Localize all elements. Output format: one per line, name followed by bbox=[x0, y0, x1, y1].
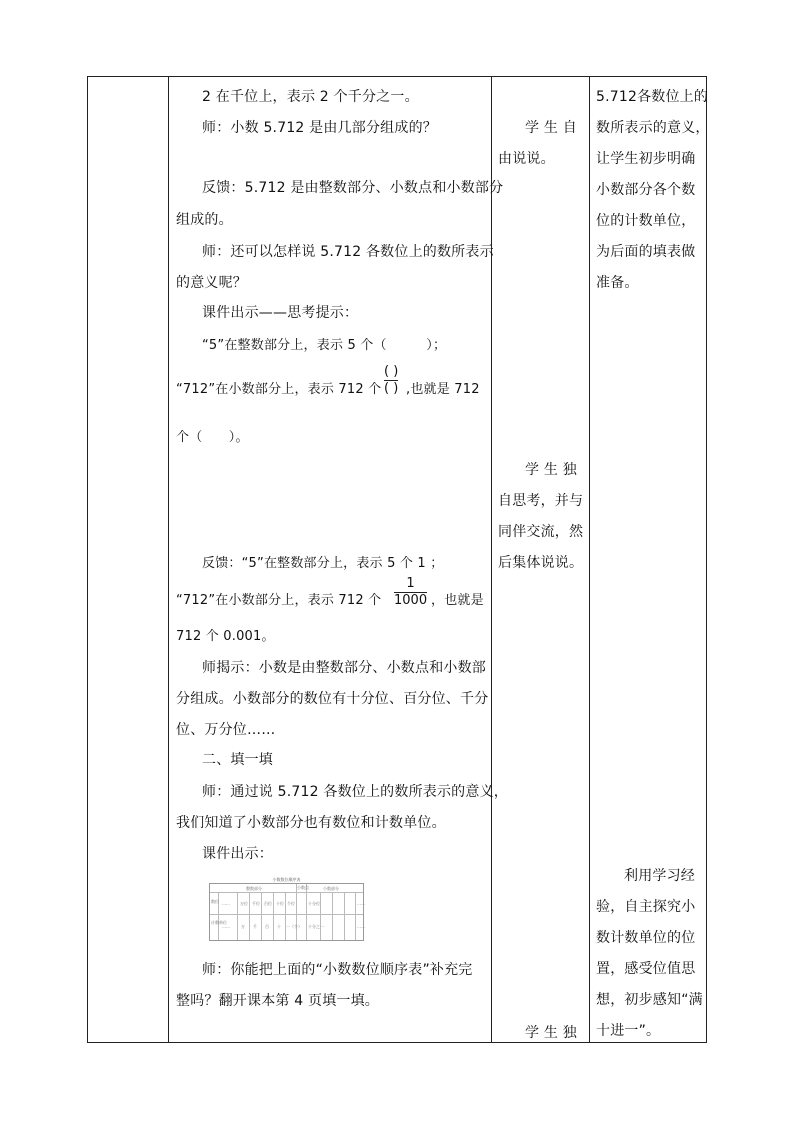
fraction-numerator: ( ) bbox=[384, 364, 399, 379]
text-line: 整吗？翻开课本第 4 页填一填。 bbox=[176, 993, 380, 1009]
mini-table-title: 小数数位顺序表 bbox=[272, 877, 301, 882]
text-line: “712”在小数部分上，表示 712 个 bbox=[176, 382, 382, 397]
text-line: “5”在整数部分上，表示 5 个（ ）； bbox=[202, 338, 447, 353]
text-line: 为后面的填表做 bbox=[596, 244, 696, 260]
mini-int-part: 整数部分 bbox=[246, 886, 262, 891]
text-line: 准备。 bbox=[596, 275, 639, 291]
grid-line bbox=[261, 892, 262, 940]
text-line: 让学生初步明确 bbox=[596, 151, 696, 167]
text-line: 利用学习经 bbox=[624, 868, 695, 884]
text-line: 我们知道了小数部分也有数位和计数单位。 bbox=[176, 815, 446, 831]
fraction-denominator: ( ) bbox=[384, 381, 399, 396]
mini-cell: …… bbox=[222, 924, 230, 929]
text-line: 置，感受位值思 bbox=[596, 961, 696, 977]
fraction-blank bbox=[384, 364, 398, 397]
grid-line bbox=[320, 892, 321, 940]
mini-cell: 百 bbox=[265, 924, 269, 929]
text-line: 反馈：5.712 是由整数部分、小数点和小数部分 bbox=[202, 180, 504, 196]
text-line: 分组成。小数部分的数位有十分位、百分位、千分 bbox=[176, 691, 489, 707]
text-line: 课件出示： bbox=[202, 846, 273, 862]
grid-line bbox=[210, 892, 363, 893]
text-line: 5.712各数位上的 bbox=[596, 89, 709, 105]
grid-line bbox=[344, 892, 345, 940]
text-line: 小数部分各个数 bbox=[596, 182, 696, 198]
mini-cell: 十 bbox=[277, 924, 281, 929]
mini-cell: 千 bbox=[253, 924, 257, 929]
text-line: ,也就是 712 bbox=[406, 382, 480, 397]
text-line: “712”在小数部分上，表示 712 个 bbox=[176, 593, 382, 608]
text-line: 十进一”。 bbox=[596, 1023, 661, 1039]
mini-cell: …… bbox=[357, 924, 365, 929]
mini-cell: 十位 bbox=[276, 901, 284, 906]
text-line: 位的计数单位， bbox=[596, 213, 696, 229]
text-line: ，也就是 bbox=[431, 593, 484, 608]
text-line: 个（ ）。 bbox=[176, 430, 249, 445]
text-line: 想，初步感知“满 bbox=[596, 992, 703, 1008]
mini-cell: 一（个） bbox=[286, 924, 302, 929]
text-line: 同伴交流，然 bbox=[498, 524, 584, 540]
text-line: 师揭示：小数是由整数部分、小数点和小数部 bbox=[202, 660, 486, 676]
mini-cell: 个位 bbox=[287, 901, 295, 906]
grid-line bbox=[306, 884, 307, 940]
text-line: 学 生 自 bbox=[525, 120, 577, 136]
grid-line bbox=[210, 914, 363, 915]
grid-line bbox=[355, 892, 356, 940]
mini-cell: 千位 bbox=[252, 901, 260, 906]
text-line: 验，自主探究小 bbox=[596, 899, 696, 915]
grid-line bbox=[285, 892, 286, 940]
text-line: 师：小数 5.712 是由几部分组成的？ bbox=[202, 120, 437, 136]
text-line: 师：你能把上面的“小数数位顺序表”补充完 bbox=[202, 962, 473, 978]
text-line: 师：通过说 5.712 各数位上的数所表示的意义， bbox=[202, 784, 508, 800]
mini-cell: …… bbox=[222, 901, 230, 906]
column-divider-3 bbox=[589, 76, 590, 1043]
column-divider-1 bbox=[168, 76, 169, 1043]
mini-dot: 小数点 bbox=[297, 885, 309, 890]
grid-line bbox=[249, 892, 250, 940]
mini-cell: 万位 bbox=[240, 901, 248, 906]
text-line: 数所表示的意义， bbox=[596, 120, 710, 136]
mini-dec-part: 小数部分 bbox=[323, 886, 339, 891]
text-line: 712 个 0.001。 bbox=[176, 629, 275, 644]
text-line: 由说说。 bbox=[498, 151, 555, 167]
text-line: 数计数单位的位 bbox=[596, 930, 696, 946]
grid-line bbox=[273, 892, 274, 940]
text-line: 反馈：“5”在整数部分上，表示 5 个 1 ； bbox=[202, 556, 444, 571]
mini-cell: …… bbox=[357, 901, 365, 906]
text-line: 课件出示——思考提示： bbox=[202, 305, 359, 321]
fraction-numerator: 1 bbox=[406, 576, 415, 591]
grid-line bbox=[237, 892, 238, 940]
decimal-place-value-table bbox=[209, 877, 364, 941]
text-line: 2 在千位上，表示 2 个千分之一。 bbox=[202, 89, 419, 105]
text-line: 师：还可以怎样说 5.712 各数位上的数所表示 bbox=[202, 244, 494, 260]
text-line: 自思考，并与 bbox=[498, 493, 584, 509]
section-heading: 二、填一填 bbox=[202, 752, 273, 768]
mini-cell: 十分位 bbox=[308, 901, 320, 906]
mini-cell: 百位 bbox=[264, 901, 272, 906]
text-line: 后集体说说。 bbox=[498, 555, 584, 571]
text-line: 组成的。 bbox=[176, 212, 233, 228]
mini-cell: 十分之一 bbox=[308, 924, 324, 929]
fraction-denominator: 1000 bbox=[394, 593, 428, 608]
grid-line bbox=[332, 892, 333, 940]
mini-row2-label: 计数单位 bbox=[211, 920, 227, 925]
fraction-one-thousandth bbox=[394, 576, 427, 609]
grid-line bbox=[296, 884, 297, 940]
mini-cell: 万 bbox=[241, 924, 245, 929]
column-divider-2 bbox=[491, 76, 492, 1043]
text-line: 位、万分位…… bbox=[176, 722, 276, 738]
text-line: 学 生 独 bbox=[525, 462, 577, 478]
text-line: 的意义呢？ bbox=[176, 275, 247, 291]
mini-table-grid bbox=[209, 883, 364, 941]
text-line: 学 生 独 bbox=[525, 1025, 577, 1041]
mini-row1-label: 数位 bbox=[211, 899, 219, 904]
